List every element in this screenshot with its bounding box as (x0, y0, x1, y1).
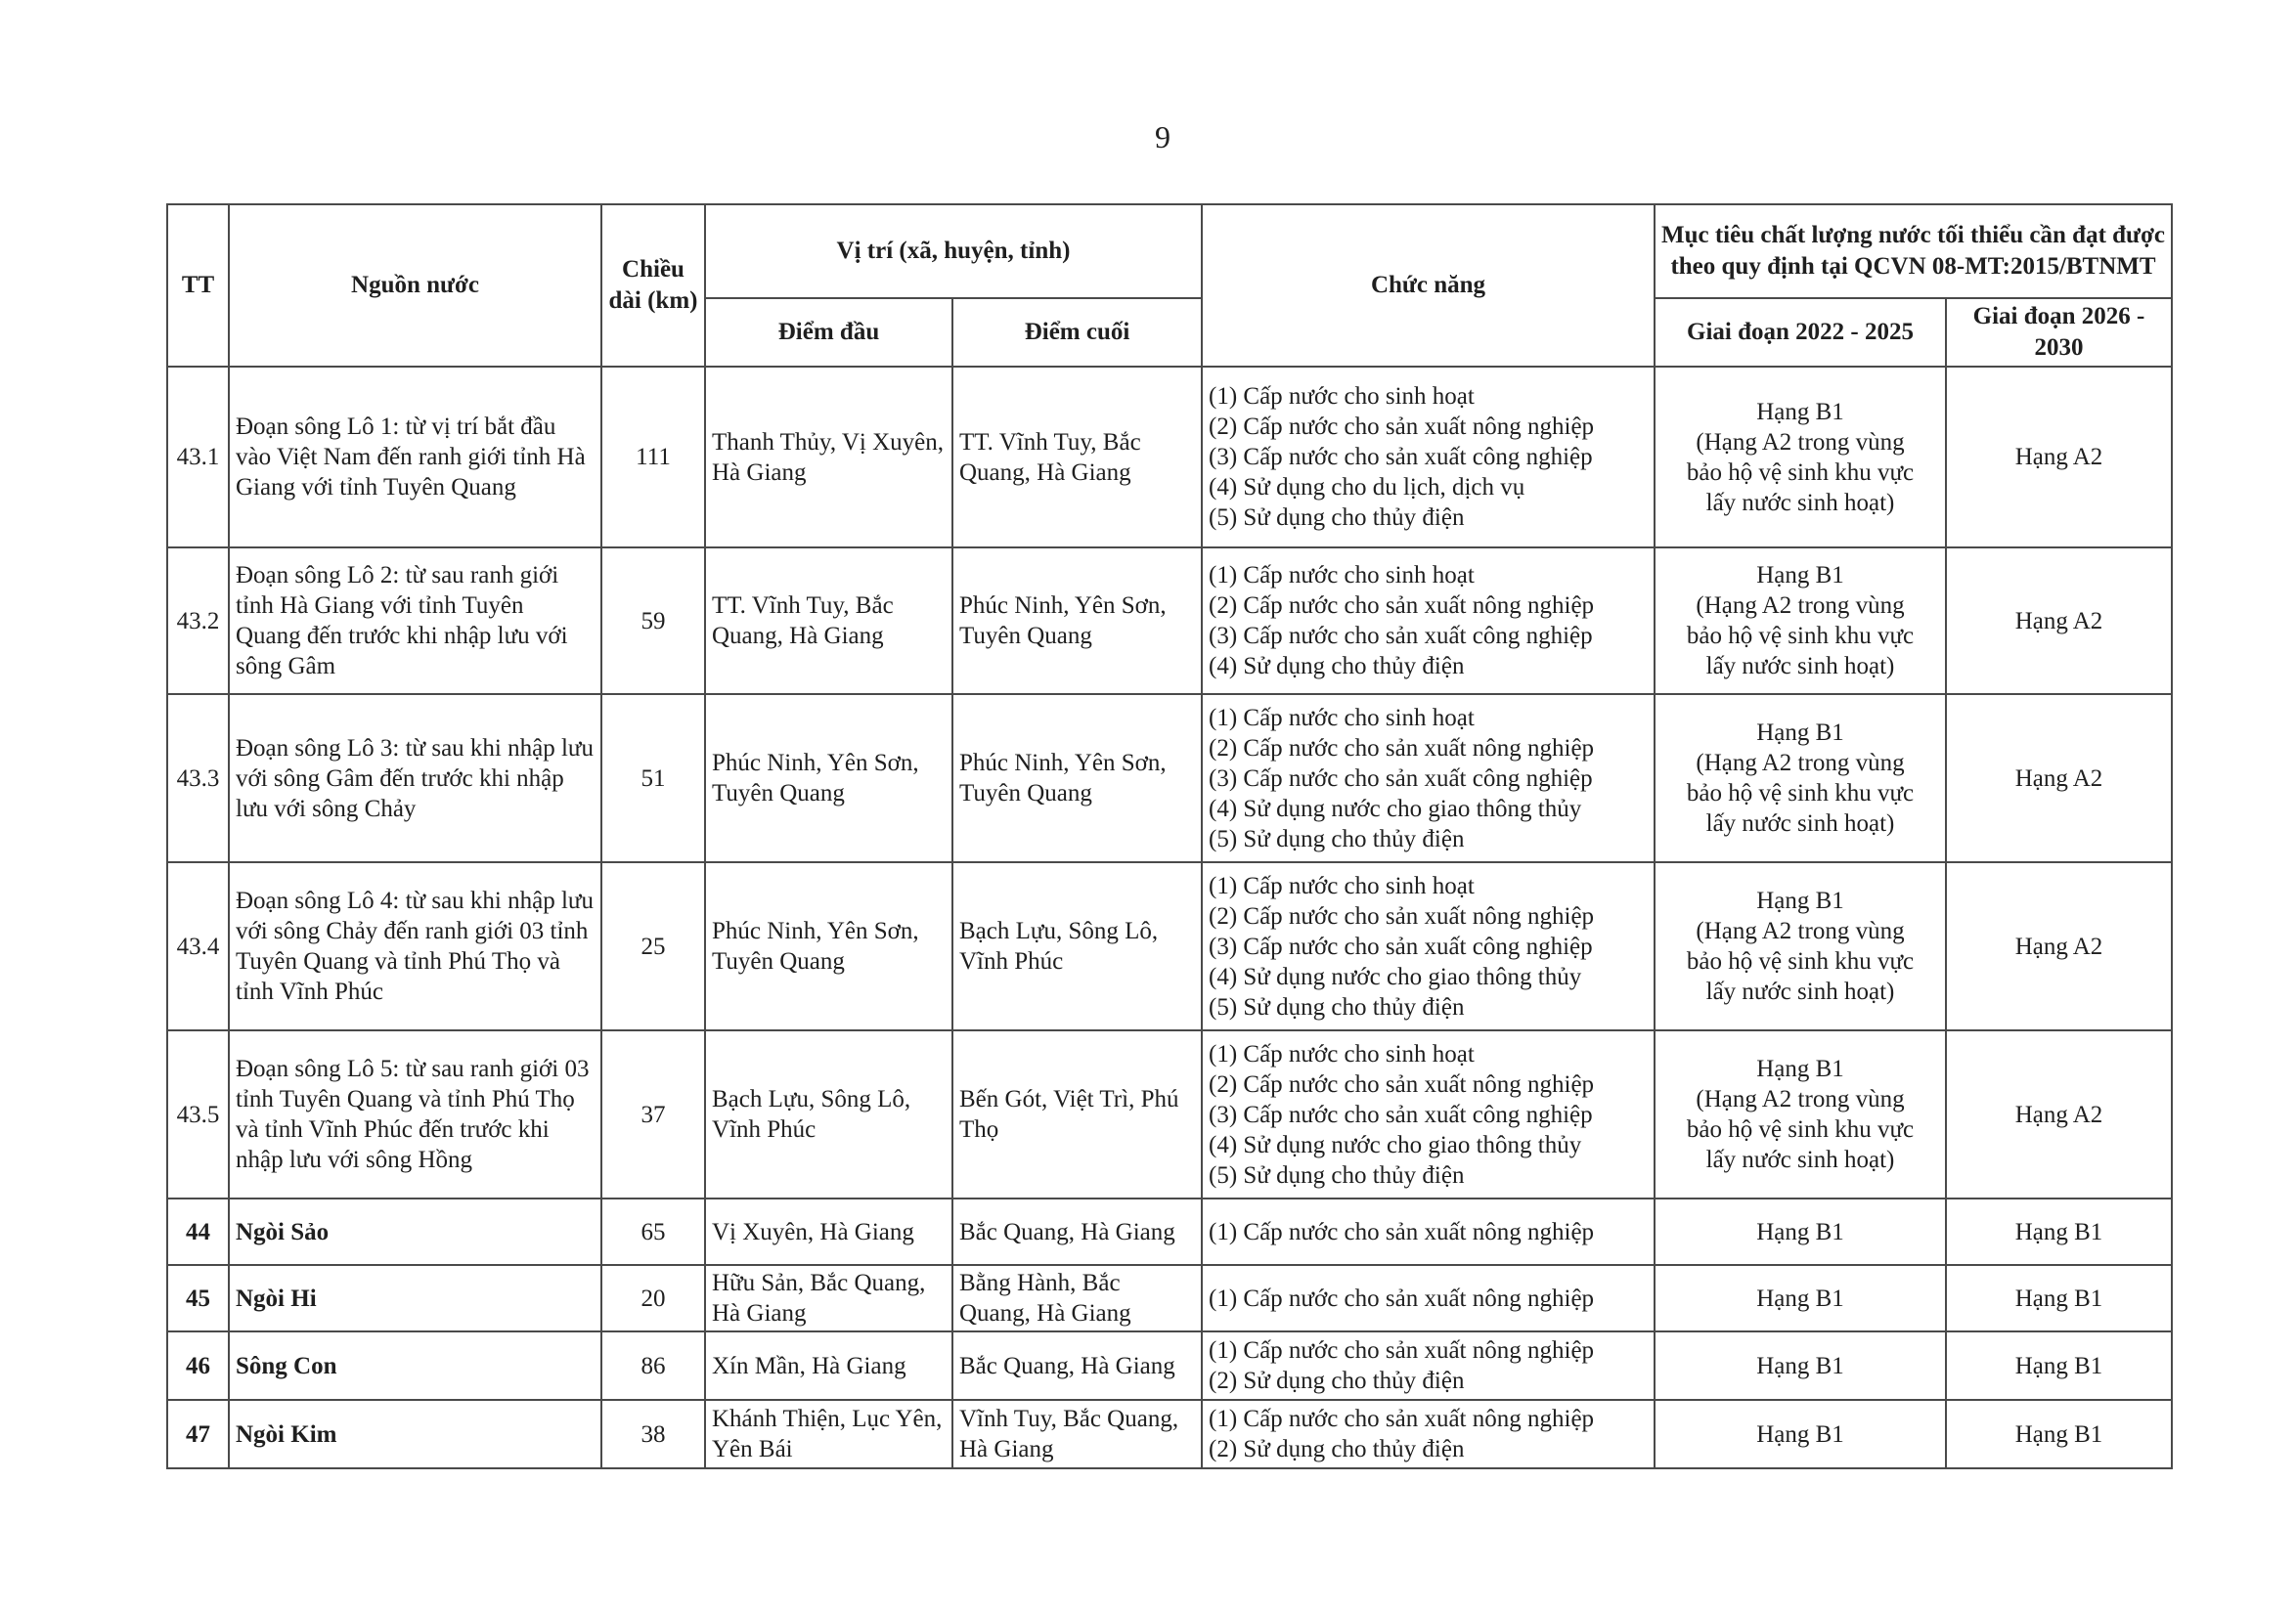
cell-source: Ngòi Kim (229, 1400, 601, 1468)
phase-class-line: bảo hộ vệ sinh khu vực (1686, 948, 1915, 975)
cell-start-point: Thanh Thủy, Vị Xuyên, Hà Giang (705, 367, 952, 547)
phase-class-line: Hạng B1 (1756, 888, 1844, 914)
cell-length: 38 (601, 1400, 705, 1468)
function-item: (2) Sử dụng cho thủy điện (1209, 1368, 1465, 1394)
function-item: (5) Sử dụng cho thủy điện (1209, 504, 1465, 531)
cell-end-point: Vĩnh Tuy, Bắc Quang, Hà Giang (952, 1400, 1202, 1468)
phase-class-line: lấy nước sinh hoạt) (1705, 489, 1895, 516)
cell-phase-2026-2030: Hạng A2 (1946, 694, 2172, 862)
cell-phase-2026-2030: Hạng B1 (1946, 1199, 2172, 1265)
cell-tt: 43.3 (167, 694, 229, 862)
function-item: (2) Cấp nước cho sản xuất nông nghiệp (1209, 1070, 1595, 1098)
cell-end-point: Bạch Lựu, Sông Lô, Vĩnh Phúc (952, 862, 1202, 1030)
phase-class-line: (Hạng A2 trong vùng (1696, 592, 1905, 619)
phase-class-line: lấy nước sinh hoạt) (1705, 810, 1895, 837)
header-source: Nguồn nước (229, 204, 601, 367)
function-item: (3) Cấp nước cho sản xuất công nghiệp (1209, 444, 1593, 470)
cell-tt: 43.1 (167, 367, 229, 547)
function-item: (3) Cấp nước cho sản xuất công nghiệp (1209, 623, 1593, 649)
function-item: (5) Sử dụng cho thủy điện (1209, 1161, 1465, 1189)
cell-length: 20 (601, 1265, 705, 1331)
function-item: (1) Cấp nước cho sinh hoạt (1209, 1040, 1475, 1068)
phase-class-line: Hạng B1 (1756, 562, 1844, 589)
phase-class-line: Hạng B1 (1756, 719, 1844, 746)
cell-source: Đoạn sông Lô 3: từ sau khi nhập lưu với sông Gâm đến trước khi nhập lưu với sông Chảy (229, 694, 601, 862)
function-item: (1) Cấp nước cho sản xuất nông nghiệp (1209, 1337, 1595, 1364)
cell-function (1202, 1199, 1655, 1265)
function-item: (4) Sử dụng nước cho giao thông thủy (1209, 795, 1582, 822)
cell-start-point: TT. Vĩnh Tuy, Bắc Quang, Hà Giang (705, 547, 952, 694)
cell-phase-2026-2030: Hạng A2 (1946, 862, 2172, 1030)
function-item: (3) Cấp nước cho sản xuất công nghiệp (1209, 764, 1593, 792)
cell-tt: 46 (167, 1331, 229, 1400)
function-item: (4) Sử dụng nước cho giao thông thủy (1209, 963, 1582, 990)
cell-function (1202, 367, 1655, 547)
cell-source: Ngòi Hi (229, 1265, 601, 1331)
cell-source: Đoạn sông Lô 4: từ sau khi nhập lưu với sông Chảy đến ranh giới 03 tỉnh Tuyên Quang và tỉnh Phú Thọ và tỉnh Vĩnh Phúc (229, 862, 601, 1030)
phase-class-line: Hạng B1 (1756, 1420, 1844, 1448)
function-item: (1) Cấp nước cho sinh hoạt (1209, 562, 1475, 589)
cell-start-point: Xín Mần, Hà Giang (705, 1331, 952, 1400)
cell-function (1202, 1030, 1655, 1199)
phase-class-line: Hạng B1 (1756, 1285, 1844, 1312)
cell-start-point: Bạch Lựu, Sông Lô, Vĩnh Phúc (705, 1030, 952, 1199)
cell-phase-2022-2025 (1655, 1265, 1946, 1331)
water-quality-table (166, 203, 2173, 1469)
phase-class-line: lấy nước sinh hoạt) (1705, 979, 1895, 1005)
cell-phase-2022-2025 (1655, 367, 1946, 547)
function-item: (1) Cấp nước cho sản xuất nông nghiệp (1209, 1285, 1595, 1312)
function-item: (3) Cấp nước cho sản xuất công nghiệp (1209, 1101, 1593, 1128)
cell-phase-2022-2025 (1655, 1030, 1946, 1199)
function-item: (4) Sử dụng cho du lịch, dịch vụ (1209, 474, 1525, 501)
cell-length: 59 (601, 547, 705, 694)
function-item: (2) Sử dụng cho thủy điện (1209, 1436, 1465, 1462)
cell-end-point: Bắc Quang, Hà Giang (952, 1331, 1202, 1400)
function-item: (1) Cấp nước cho sinh hoạt (1209, 704, 1475, 731)
cell-phase-2026-2030: Hạng A2 (1946, 1030, 2172, 1199)
cell-phase-2026-2030: Hạng A2 (1946, 547, 2172, 694)
cell-end-point: Phúc Ninh, Yên Sơn, Tuyên Quang (952, 694, 1202, 862)
cell-tt: 44 (167, 1199, 229, 1265)
table-row (167, 367, 2172, 547)
phase-class-line: (Hạng A2 trong vùng (1696, 750, 1905, 776)
cell-tt: 43.5 (167, 1030, 229, 1199)
function-item: (1) Cấp nước cho sinh hoạt (1209, 383, 1475, 410)
cell-phase-2026-2030: Hạng B1 (1946, 1400, 2172, 1468)
cell-phase-2022-2025 (1655, 862, 1946, 1030)
cell-tt: 47 (167, 1400, 229, 1468)
function-item: (3) Cấp nước cho sản xuất công nghiệp (1209, 933, 1593, 960)
cell-phase-2022-2025 (1655, 547, 1946, 694)
function-item: (4) Sử dụng nước cho giao thông thủy (1209, 1131, 1582, 1158)
cell-start-point: Hữu Sản, Bắc Quang, Hà Giang (705, 1265, 952, 1331)
table-row (167, 1400, 2172, 1468)
cell-start-point: Khánh Thiện, Lục Yên, Yên Bái (705, 1400, 952, 1468)
function-item: (2) Cấp nước cho sản xuất nông nghiệp (1209, 902, 1595, 930)
header-phase-2022-2025: Giai đoạn 2022 - 2025 (1655, 298, 1946, 367)
cell-function (1202, 1400, 1655, 1468)
cell-source: Đoạn sông Lô 1: từ vị trí bắt đầu vào Việt Nam đến ranh giới tỉnh Hà Giang với tỉnh Tuyên Quang (229, 367, 601, 547)
cell-function (1202, 547, 1655, 694)
phase-class-line: Hạng B1 (1756, 1056, 1844, 1082)
cell-end-point: Bằng Hành, Bắc Quang, Hà Giang (952, 1265, 1202, 1331)
cell-end-point: Bến Gót, Việt Trì, Phú Thọ (952, 1030, 1202, 1199)
table-header (167, 204, 2172, 367)
cell-function (1202, 694, 1655, 862)
cell-source: Đoạn sông Lô 2: từ sau ranh giới tỉnh Hà Giang với tỉnh Tuyên Quang đến trước khi nhập lưu với sông Gâm (229, 547, 601, 694)
function-item: (2) Cấp nước cho sản xuất nông nghiệp (1209, 734, 1595, 762)
phase-class-line: bảo hộ vệ sinh khu vực (1686, 780, 1915, 806)
phase-class-line: Hạng B1 (1756, 398, 1844, 425)
cell-function (1202, 1331, 1655, 1400)
header-start-point: Điểm đầu (705, 298, 952, 367)
table-row (167, 862, 2172, 1030)
phase-class-line: bảo hộ vệ sinh khu vực (1686, 458, 1915, 486)
cell-end-point: TT. Vĩnh Tuy, Bắc Quang, Hà Giang (952, 367, 1202, 547)
table-row (167, 1331, 2172, 1400)
table-row (167, 547, 2172, 694)
phase-class-line: bảo hộ vệ sinh khu vực (1686, 1116, 1915, 1143)
header-tt: TT (167, 204, 229, 367)
cell-tt: 43.2 (167, 547, 229, 694)
cell-end-point: Bắc Quang, Hà Giang (952, 1199, 1202, 1265)
cell-length: 25 (601, 862, 705, 1030)
cell-length: 37 (601, 1030, 705, 1199)
cell-tt: 43.4 (167, 862, 229, 1030)
cell-phase-2022-2025 (1655, 1331, 1946, 1400)
table-row (167, 1030, 2172, 1199)
header-function: Chức năng (1202, 204, 1655, 367)
cell-length: 65 (601, 1199, 705, 1265)
header-phase-2026-2030: Giai đoạn 2026 - 2030 (1946, 298, 2172, 367)
function-item: (1) Cấp nước cho sản xuất nông nghiệp (1209, 1218, 1595, 1245)
phase-class-line: (Hạng A2 trong vùng (1696, 918, 1905, 944)
header-target: Mục tiêu chất lượng nước tối thiểu cần đạt được theo quy định tại QCVN 08-MT:2015/BTNMT (1655, 204, 2172, 298)
cell-function (1202, 1265, 1655, 1331)
cell-source: Đoạn sông Lô 5: từ sau ranh giới 03 tỉnh Tuyên Quang và tỉnh Phú Thọ và tỉnh Vĩnh Phúc đến trước khi nhập lưu với sông Hồng (229, 1030, 601, 1199)
cell-function (1202, 862, 1655, 1030)
phase-class-line: lấy nước sinh hoạt) (1705, 653, 1895, 679)
phase-class-line: bảo hộ vệ sinh khu vực (1686, 623, 1915, 649)
table-row (167, 1265, 2172, 1331)
phase-class-line: (Hạng A2 trong vùng (1696, 428, 1905, 456)
cell-phase-2026-2030: Hạng A2 (1946, 367, 2172, 547)
function-item: (5) Sử dụng cho thủy điện (1209, 993, 1465, 1021)
header-length: Chiều dài (km) (601, 204, 705, 367)
cell-length: 51 (601, 694, 705, 862)
function-item: (4) Sử dụng cho thủy điện (1209, 653, 1465, 679)
cell-phase-2022-2025 (1655, 694, 1946, 862)
phase-class-line: Hạng B1 (1756, 1218, 1844, 1245)
table-body (167, 367, 2172, 1468)
table-row (167, 1199, 2172, 1265)
page-number: 9 (1155, 119, 1170, 154)
function-item: (1) Cấp nước cho sản xuất nông nghiệp (1209, 1406, 1595, 1432)
table-row (167, 694, 2172, 862)
phase-class-line: (Hạng A2 trong vùng (1696, 1086, 1905, 1112)
phase-class-line: Hạng B1 (1756, 1352, 1844, 1379)
header-location: Vị trí (xã, huyện, tỉnh) (705, 204, 1202, 298)
cell-start-point: Phúc Ninh, Yên Sơn, Tuyên Quang (705, 694, 952, 862)
function-item: (2) Cấp nước cho sản xuất nông nghiệp (1209, 414, 1595, 440)
cell-start-point: Phúc Ninh, Yên Sơn, Tuyên Quang (705, 862, 952, 1030)
cell-source: Sông Con (229, 1331, 601, 1400)
cell-length: 111 (601, 367, 705, 547)
cell-phase-2022-2025 (1655, 1199, 1946, 1265)
cell-phase-2022-2025 (1655, 1400, 1946, 1468)
cell-tt: 45 (167, 1265, 229, 1331)
cell-length: 86 (601, 1331, 705, 1400)
cell-phase-2026-2030: Hạng B1 (1946, 1265, 2172, 1331)
function-item: (1) Cấp nước cho sinh hoạt (1209, 872, 1475, 899)
cell-start-point: Vị Xuyên, Hà Giang (705, 1199, 952, 1265)
phase-class-line: lấy nước sinh hoạt) (1705, 1147, 1895, 1173)
header-end-point: Điểm cuối (952, 298, 1202, 367)
function-item: (2) Cấp nước cho sản xuất nông nghiệp (1209, 592, 1595, 619)
cell-source: Ngòi Sảo (229, 1199, 601, 1265)
function-item: (5) Sử dụng cho thủy điện (1209, 825, 1465, 852)
cell-end-point: Phúc Ninh, Yên Sơn, Tuyên Quang (952, 547, 1202, 694)
cell-phase-2026-2030: Hạng B1 (1946, 1331, 2172, 1400)
